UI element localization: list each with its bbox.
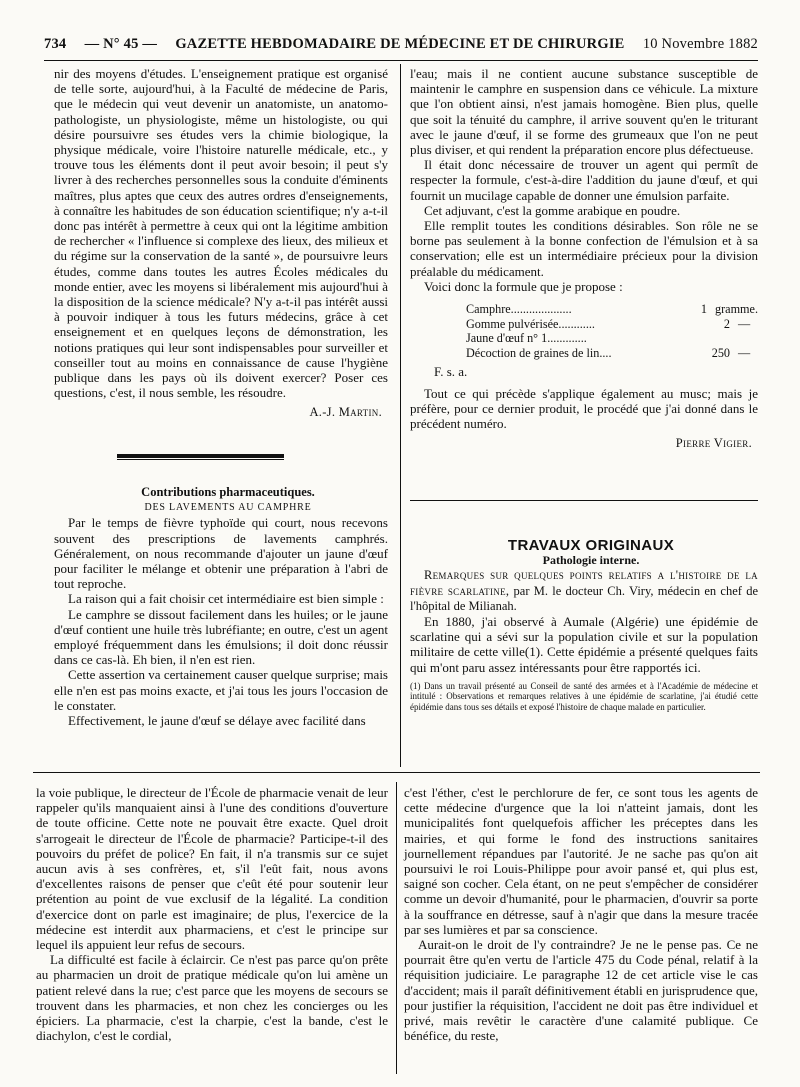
left-column-top	[54, 66, 388, 421]
ingredient-unit: gramme.	[715, 302, 758, 317]
article-heading-lead: Remarques sur quelques points relatifs a l'histoire de la fièvre scarlatine,	[410, 568, 758, 598]
paragraph: Par le temps de fièvre typhoïde qui court, nous recevons souvent des prescriptions de lavements camphrés. Généralement, on nous recommande d'ajouter un jaune d'œuf pour faciliter le mélange et obtenir une préparation à l'abri de tout reproche.	[54, 515, 388, 592]
article-heading-author: par M. le docteur Ch. Viry, médecin en chef de l'hôpital de Milianah.	[410, 583, 758, 613]
formula-table	[410, 302, 758, 360]
ingredient-name: Camphre....................	[466, 302, 572, 317]
separator-ornament-line	[117, 459, 284, 460]
closing-paragraph: Tout ce qui précède s'applique également au musc; mais je préfère, pour ce dernier produit, le procédé que j'ai donné dans le précédent numéro.	[410, 385, 758, 432]
signature-vigier: Pierre Vigier.	[675, 436, 752, 451]
column-rule-bottom	[396, 782, 397, 1074]
fold-rule	[33, 772, 760, 773]
formula-row	[410, 331, 758, 346]
ingredient-quantity: 2	[723, 316, 730, 331]
paragraph: Elle remplit toutes les conditions désirables. Son rôle ne se borne pas seulement à la bonne confection de l'émulsion et à sa conservation; elle est un intermédiaire précieux pour la division préalable du médicament.	[410, 218, 758, 279]
page-number: 734	[44, 36, 67, 52]
paragraph: c'est l'éther, c'est le perchlorure de fer, ce sont tous les agents de cette médecine d'urgence que la loi n'atteint jamais, dont les municipalités font quelquefois afficher les préceptes dans les mairies, et qui forme le fond des instructions sanitaires journellement répandues par l'autorité. Je ne sache pas qu'on ait poursuivi le roi Louis-Philippe pour avoir pansé et, qui plus est, saigné son cocher. Cela étant, on ne peut s'empêcher de considérer comme un devoir d'humanité, pour le pharmacien, d'ouvrir sa porte à la souffrance en détresse, sauf à n'agir que dans la mesure tracée par ses lumières et par sa conscience.	[404, 785, 758, 937]
signature-martin: A.-J. Martin.	[309, 405, 382, 420]
contributions-section	[54, 485, 388, 728]
ingredient-name: Jaune d'œuf n° 1.............	[466, 331, 587, 346]
paragraph: Aurait-on le droit de l'y contraindre? Je ne le pense pas. Ce ne pourrait être qu'en vertu de l'article 475 du Code pénal, relatif à la réquisition judiciaire. Le paragraphe 12 de cet article vise le cas d'accident; mais il paraît définitivement établi en jurisprudence que, pour justifier la réquisition, l'accident ne doit pas être individuel et privé, mais revêtir le caractère d'une calamité publique. Ce bénéfice, du reste,	[404, 937, 758, 1044]
ingredient-name: Décoction de graines de lin....	[466, 345, 612, 360]
paragraph: l'eau; mais il ne contient aucune substance susceptible de maintenir le camphre en suspension dans ce véhicule. La mixture que l'on obtient ainsi, n'est jamais homogène. Bien plus, quelle que soit la ténuité du camphre, il arrive souvent qu'en le triturant avec le jaune d'œuf, il se forme des grumeaux que l'on ne peut plus diviser, et qui rendent la préparation encore plus défectueuse.	[410, 66, 758, 158]
journal-title: GAZETTE HEBDOMADAIRE DE MÉDECINE ET DE CHIRURGIE	[175, 36, 625, 52]
ingredient-quantity: 1	[700, 302, 708, 317]
formula-fsa: F. s. a.	[434, 364, 468, 380]
right-column-bottom	[404, 785, 758, 1043]
left-column-bottom	[36, 785, 388, 1043]
issue-number: — N° 45 —	[84, 36, 158, 52]
article-heading	[410, 568, 758, 614]
paragraph: la voie publique, le directeur de l'École de pharmacie venait de leur rappeler qu'ils manquaient ainsi à l'une des conditions d'ouverture de toute officine. Cette note ne pouvait être exacte. Quel droit s'arrogeait le directeur de l'École de pharmacie? Participe-t-il des pouvoirs du préfet de police? En fait, il n'a transmis sur ce sujet aucun avis à ses confrères, et, s'il l'eût fait, nous avons d'excellentes raisons de penser que c'eût été pour soutenir leur prétention au point de vue exclusif de la légalité. La condition d'exercice dont on parle est imaginaire; de plus, l'exercice de la médecine est interdit aux pharmaciens, et c'est le principe sur lequel ils appuient leur refus de secours.	[36, 785, 388, 953]
travaux-subtitle: Pathologie interne.	[542, 553, 640, 568]
formula-row	[410, 346, 758, 361]
paragraph: Cet adjuvant, c'est la gomme arabique en poudre.	[424, 202, 681, 218]
paragraph: Le camphre se dissout facilement dans les huiles; or le jaune d'œuf contient une huile très lubréfiante; en outre, c'est un agent employé fréquemment dans les émulsions; il doit donc réussir dans ce cas-là. Eh bien, il n'en est rien.	[54, 606, 388, 668]
ingredient-quantity: 250	[711, 345, 730, 360]
formula-row	[410, 317, 758, 332]
page-header	[44, 36, 758, 56]
paragraph: En 1880, j'ai observé à Aumale (Algérie) une épidémie de scarlatine qui a sévi sur la population civile et sur la population militaire de cette ville(1). Cette épidémie a présenté quelques faits qui m'ont paru assez intéressants pour être rapportés ici.	[410, 614, 758, 675]
footnote: (1) Dans un travail présenté au Conseil de santé des armées et à l'Académie de médecine et intitulé : Observations et remarques relatives à une épidémie de scarlatine, j'ai étudié cette épidémie dans tous ses détails et exposé l'histoire de chaque malade en particulier.	[410, 680, 758, 713]
contributions-subtitle: DES LAVEMENTS AU CAMPHRE	[144, 502, 312, 514]
column-rule-top	[400, 64, 401, 767]
paragraph: Voici donc la formule que je propose :	[424, 278, 623, 294]
paragraph: La difficulté est facile à éclaircir. Ce n'est pas parce qu'on prête au pharmacien un droit de pratique médicale qu'on lui amène un patient relevé dans la rue; c'est parce que les moyens de secours se trouvent dans les pharmacies, et non chez les concierges ou les épiciers. La pharmacie, c'est la charpie, c'est la bande, c'est le diachylon, c'est le cordial,	[36, 952, 388, 1044]
travaux-title: TRAVAUX ORIGINAUX	[507, 537, 675, 554]
ingredient-unit: —	[738, 345, 751, 360]
paragraph: La raison qui a fait choisir cet intermédiaire est bien simple :	[68, 591, 384, 607]
travaux-section	[410, 538, 758, 713]
issue-date: 10 Novembre 1882	[642, 36, 758, 52]
hygiene-paragraph: nir des moyens d'études. L'enseignement pratique est organisé de telle sorte, aujourd'hui, à la Faculté de médecine de Paris, que le médecin qui veut devenir un anatomiste, un anatomo-pathologiste, un physiologiste, même un histologiste, ou qui désire poursuivre ses études vers la chimie biologique, la physique médicale, voire l'histoire naturelle médicale, etc., y trouve tous les éléments dont il peut avoir besoin; il peut s'y livrer à des recherches personnelles sous la conduite d'éminents maîtres, plus aptes que ceux des autres ordres d'enseignements, à connaître les habitudes de son éducation scientifique; n'y a-t-il donc pas intérêt à permettre à ceux qui ont la légitime ambition de rechercher « l'influence si complexe des lieux, des milieux et du régime sur la conservation de la santé », de poursuivre leurs études, comme dans toutes les autres Écoles médicales du monde entier, avec les moyens si libéralement mis aujourd'hui à la disposition de la science médicale? N'y a-t-il pas intérêt aussi à pouvoir indiquer à tous les futurs médecins, grâce à cet enseignement et en quelques leçons de démonstration, les notions pratiques qui leur sont indispensables pour surveiller et conseiller tout au moins en connaissance de cause l'hygiène publique dans les pays où ils doivent exercer? Poser ces questions, c'est, il nous semble, les résoudre.	[54, 66, 388, 401]
separator-ornament	[117, 454, 284, 458]
section-rule	[410, 500, 758, 501]
header-rule	[44, 60, 758, 61]
ingredient-quantity	[702, 331, 730, 346]
right-column-top	[410, 66, 758, 451]
ingredient-unit: —	[738, 316, 751, 331]
paragraph: Il était donc nécessaire de trouver un agent qui permît de respecter la formule, c'est-à-dire l'addition du jaune d'œuf, et qui fournit un mucilage capable de donner une émulsion parfaite.	[410, 157, 758, 203]
ingredient-unit	[730, 331, 738, 346]
formula-row	[410, 302, 758, 317]
paragraph: Cette assertion va certainement causer quelque surprise; mais elle n'en est pas moins exacte, et j'ai tous les jours l'occasion de le constater.	[54, 667, 388, 713]
ingredient-name: Gomme pulvérisée............	[466, 316, 595, 331]
contributions-title: Contributions pharmaceutiques.	[141, 485, 315, 499]
paragraph: Effectivement, le jaune d'œuf se délaye avec facilité dans	[68, 713, 366, 729]
